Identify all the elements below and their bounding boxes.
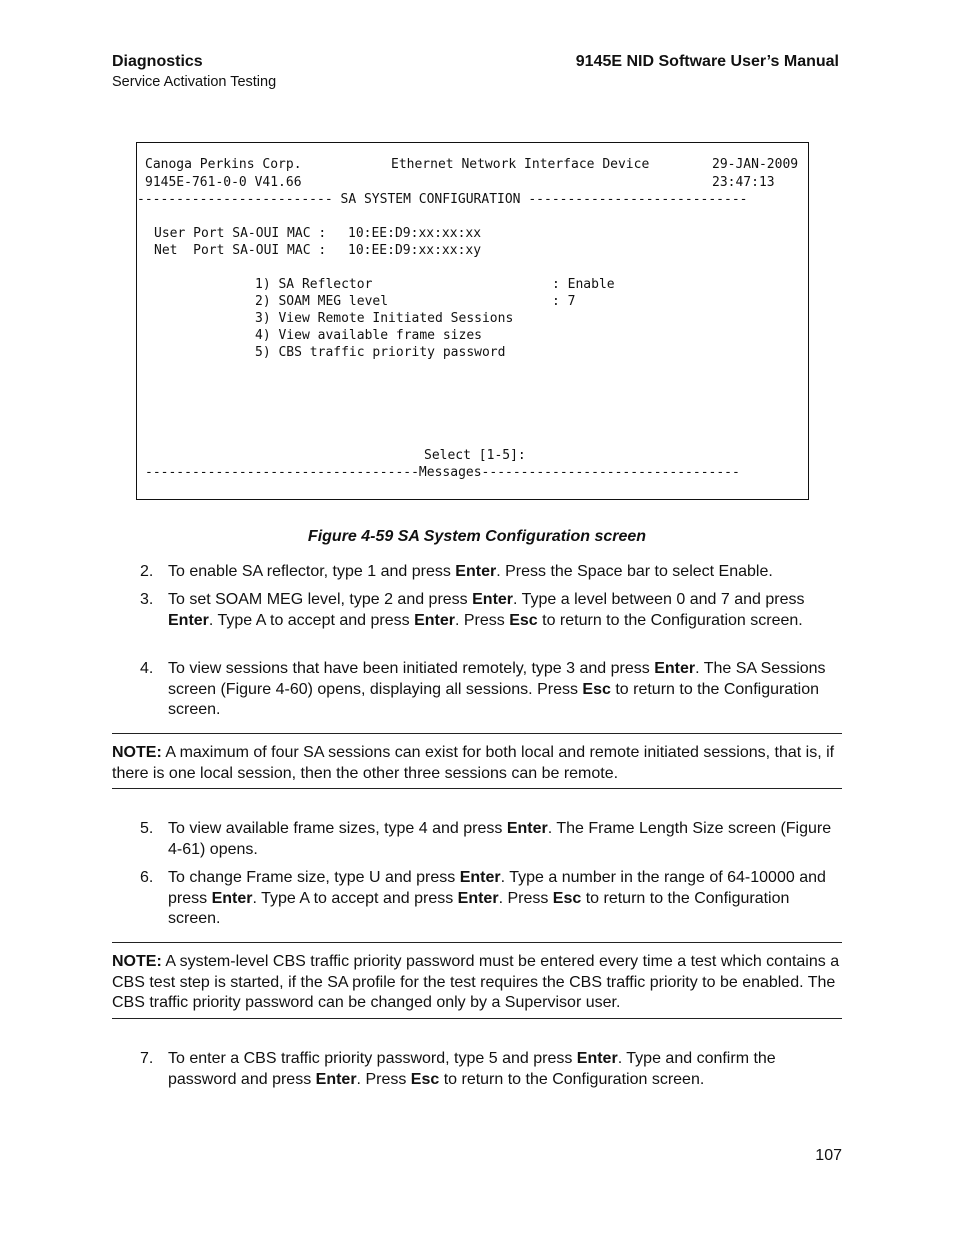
note-text: A system-level CBS traffic priority password must be entered every time a test which contains a CBS test step is started, if the SA profile for the test requires the CBS traffic priority to be enabled. The CBS traffic priority password can be changed only by a Supervisor user. [112, 953, 840, 1011]
user-port-mac: 10:EE:D9:xx:xx:xx [348, 226, 482, 241]
select-prompt[interactable]: Select [1-5]: [424, 448, 526, 463]
key-name: Enter [455, 563, 497, 580]
manual-title: 9145E NID Software User’s Manual [575, 53, 839, 70]
key-name: Enter [654, 660, 696, 677]
step-text-run: . Type a level between 0 and 7 and press [513, 591, 805, 608]
step-text-run: . Press the Space bar to select Enable. [496, 563, 773, 580]
step-text [168, 868, 842, 930]
key-name: Enter [459, 869, 501, 886]
step-text-run: to return to the Configuration screen. [439, 1070, 705, 1088]
step-number: 7. [140, 1050, 154, 1067]
note-sessions [112, 733, 842, 789]
terminal-company: Canoga Perkins Corp. [145, 157, 302, 172]
terminal-screen [136, 142, 809, 500]
step-text-run: To change Frame size, type U and press [168, 869, 460, 886]
step-text-run: . Press [498, 889, 553, 907]
key-name: Enter [576, 1050, 618, 1067]
key-name: Esc [582, 680, 611, 698]
note-label: NOTE: [112, 953, 162, 970]
step-text-run: to return to the Configuration screen. [537, 611, 803, 629]
key-name: Enter [168, 611, 209, 629]
step-text-run: To enter a CBS traffic priority password, type 5 and press [168, 1050, 577, 1067]
key-name: Esc [552, 889, 582, 907]
menu-item-soam-meg-level[interactable]: 2) SOAM MEG level [255, 294, 389, 309]
step-2 [112, 562, 842, 583]
figure-caption: Figure 4-59 SA System Configuration screen [307, 528, 647, 545]
key-name: Enter [457, 889, 499, 907]
step-number: 5. [140, 820, 154, 837]
step-text-run: to return to the Configuration screen. [168, 889, 790, 927]
step-text-run: To view sessions that have been initiated remotely, type 3 and press [168, 660, 655, 677]
key-name: Enter [315, 1070, 357, 1088]
terminal-version: 9145E-761-0-0 V41.66 [145, 175, 302, 190]
step-text-run: To view available frame sizes, type 4 and press [168, 820, 507, 837]
user-port-label: User Port SA-OUI MAC : [154, 226, 327, 241]
key-name: Esc [509, 611, 538, 629]
running-header-left [112, 52, 276, 91]
subsection-title: Service Activation Testing [112, 74, 277, 90]
menu-item-remote-sessions[interactable]: 3) View Remote Initiated Sessions [255, 311, 514, 326]
menu-value-sa-reflector: : Enable [552, 277, 615, 292]
step-text [168, 562, 842, 583]
messages-rule: -----------------------------------Messages--------------------------------- [145, 465, 740, 480]
step-number: 6. [140, 869, 154, 886]
step-text-run: . Press [356, 1070, 411, 1088]
terminal-date: 29-JAN-2009 [712, 157, 799, 172]
step-text [168, 819, 842, 860]
menu-item-sa-reflector[interactable]: 1) SA Reflector [255, 277, 373, 292]
terminal-device: Ethernet Network Interface Device [391, 157, 650, 172]
key-name: Enter [414, 611, 455, 629]
step-number: 2. [140, 563, 154, 580]
step-6 [112, 868, 842, 930]
terminal-title-rule: ------------------------- SA SYSTEM CONFIGURATION ---------------------------- [137, 192, 748, 207]
key-name: Enter [472, 591, 514, 608]
net-port-label: Net Port SA-OUI MAC : [154, 243, 327, 258]
step-text [168, 590, 842, 631]
step-text-run: to return to the Configuration screen. [168, 680, 820, 718]
note-text: A maximum of four SA sessions can exist for both local and remote initiated sessions, that is, if there is one local session, then the other three sessions can be remote. [112, 744, 835, 782]
step-text-run: . The Frame Length Size screen (Figure 4-61) opens. [168, 820, 832, 858]
step-text-run: . Type A to accept and press [252, 889, 458, 907]
note-label: NOTE: [112, 744, 162, 761]
key-name: Enter [211, 889, 253, 907]
step-text [168, 1049, 842, 1090]
step-number: 4. [140, 660, 154, 677]
key-name: Enter [506, 820, 548, 837]
note-cbs-password [112, 942, 842, 1019]
step-text-run: . The SA Sessions screen (Figure 4-60) opens, displaying all sessions. Press [168, 660, 826, 698]
step-text-run: To enable SA reflector, type 1 and press [168, 563, 456, 580]
net-port-mac: 10:EE:D9:xx:xx:xy [348, 243, 482, 258]
step-3 [112, 590, 842, 631]
step-text-run: . Press [454, 611, 510, 629]
step-text-run: . Type a number in the range of 64-10000 and press [168, 869, 826, 907]
step-5 [112, 819, 842, 860]
step-text-run: To set SOAM MEG level, type 2 and press [168, 591, 473, 608]
terminal-time: 23:47:13 [712, 175, 775, 190]
menu-value-soam-meg-level: : 7 [552, 294, 576, 309]
menu-item-frame-sizes[interactable]: 4) View available frame sizes [255, 328, 482, 343]
key-name: Esc [410, 1070, 440, 1088]
menu-item-cbs-password[interactable]: 5) CBS traffic priority password [255, 345, 506, 360]
step-text [168, 659, 842, 721]
step-4 [112, 659, 842, 721]
section-title: Diagnostics [112, 53, 203, 70]
page-number: 107 [815, 1147, 842, 1164]
step-text-run: . Type and confirm the password and press [168, 1050, 776, 1088]
step-number: 3. [140, 591, 154, 608]
step-7 [112, 1049, 842, 1090]
step-text-run: . Type A to accept and press [208, 611, 415, 629]
